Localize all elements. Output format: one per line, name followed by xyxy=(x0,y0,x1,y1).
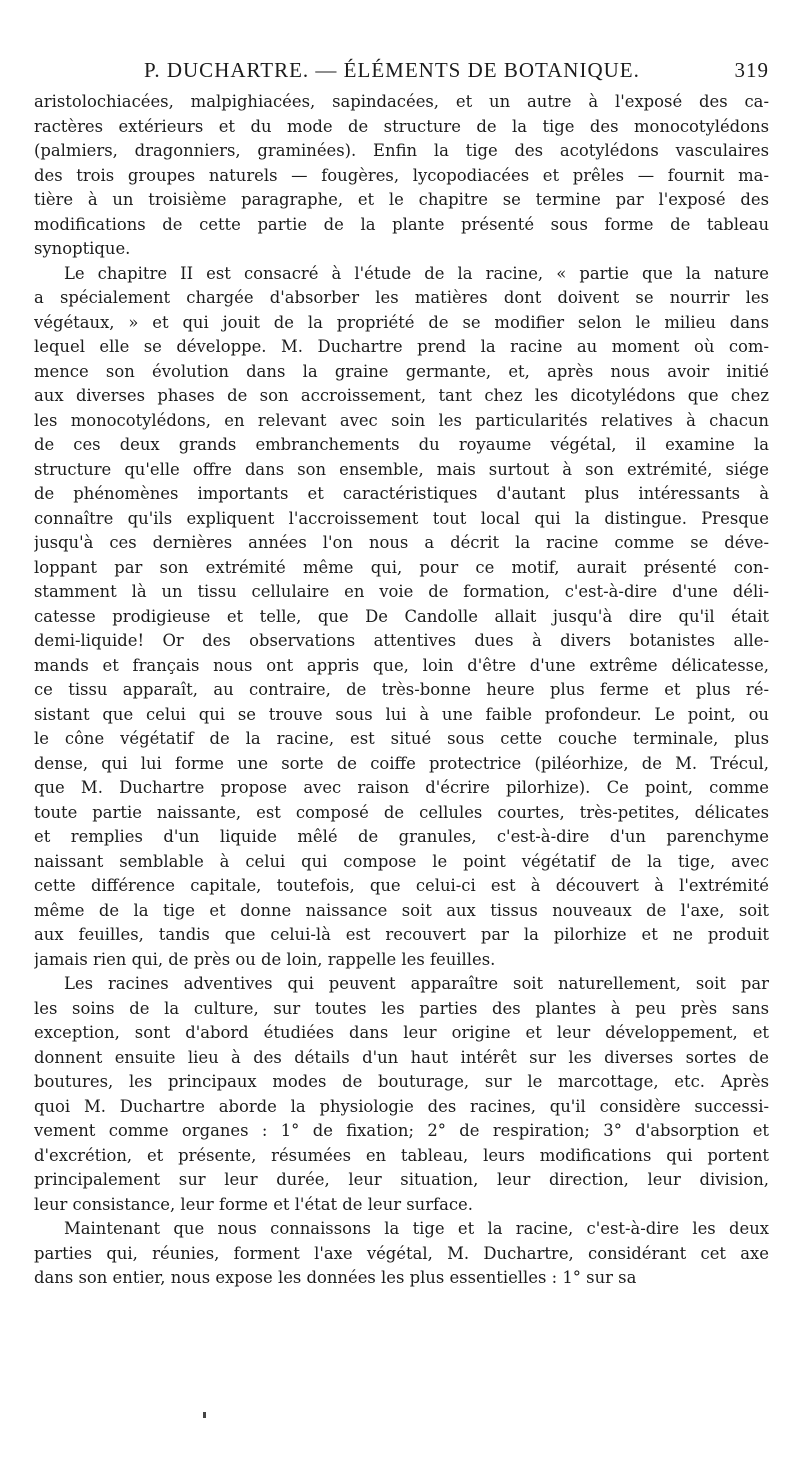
body-text xyxy=(34,90,769,1291)
text-line: boutures, les principaux modes de bouturage, sur le marcottage, etc. Après xyxy=(34,1072,769,1091)
text-line: mence son évolution dans la graine germante, et, après nous avoir initié xyxy=(34,361,769,381)
paragraph xyxy=(34,262,769,973)
running-head xyxy=(34,58,769,90)
text-line: les soins de la culture, sur toutes les parties des plantes à peu près sans xyxy=(34,998,769,1018)
text-line: modifications de cette partie de la plante présenté sous forme de tableau xyxy=(34,214,769,234)
text-line: jamais rien qui, de près ou de loin, rappelle les feuilles. xyxy=(34,949,496,969)
paragraph xyxy=(34,90,769,262)
text-line: le cône végétatif de la racine, est situé sous cette couche terminale, plus xyxy=(34,729,769,748)
text-line: les monocotylédons, en relevant avec soin les particularités relatives à chacun xyxy=(34,410,769,430)
page-number: 319 xyxy=(734,58,769,82)
text-line: ractères extérieurs et du mode de structure de la tige des monocotylédons xyxy=(34,116,769,136)
text-line: mands et français nous ont appris que, loin d'être d'une extrême délicatesse, xyxy=(34,655,769,675)
text-line: sistant que celui qui se trouve sous lui à une faible profondeur. Le point, ou xyxy=(34,704,769,724)
text-line: aux diverses phases de son accroissement, tant chez les dicotylédons que chez xyxy=(34,386,769,405)
text-line: aristolochiacées, malpighiacées, sapindacées, et un autre à l'exposé des ca- xyxy=(34,92,769,111)
text-line: dense, qui lui forme une sorte de coiffe protectrice (piléorhize, de M. Trécul, xyxy=(34,753,769,773)
text-line: jusqu'à ces dernières années l'on nous a décrit la racine comme se déve- xyxy=(34,533,769,552)
text-line: (palmiers, dragonniers, graminées). Enfin la tige des acotylédons vasculaires xyxy=(34,141,769,160)
text-line: que M. Duchartre propose avec raison d'écrire pilorhize). Ce point, comme xyxy=(34,778,769,797)
text-line: structure qu'elle offre dans son ensemble, mais surtout à son extrémité, siége xyxy=(34,459,769,479)
text-line: quoi M. Duchartre aborde la physiologie des racines, qu'il considère successi- xyxy=(34,1096,769,1116)
text-line: a spécialement chargée d'absorber les matières dont doivent se nourrir les xyxy=(34,288,769,307)
text-line: et remplies d'un liquide mêlé de granules, c'est-à-dire d'un parenchyme xyxy=(34,827,769,846)
text-line: Maintenant que nous connaissons la tige et la racine, c'est-à-dire les deux xyxy=(64,1219,769,1238)
text-line: tière à un troisième paragraphe, et le chapitre se termine par l'exposé des xyxy=(34,190,769,209)
text-line: des trois groupes naturels — fougères, lycopodiacées et prêles — fournit ma- xyxy=(34,165,769,185)
text-line: toute partie naissante, est composé de cellules courtes, très-petites, délicates xyxy=(34,802,769,822)
text-line: d'excrétion, et présente, résumées en tableau, leurs modifications qui portent xyxy=(34,1145,769,1165)
text-line: donnent ensuite lieu à des détails d'un haut intérêt sur les diverses sortes de xyxy=(34,1047,769,1067)
text-line: de phénomènes importants et caractéristiques d'autant plus intéressants à xyxy=(34,484,769,503)
text-line: lequel elle se développe. M. Duchartre prend la racine au moment où com- xyxy=(34,337,769,356)
text-line: Les racines adventives qui peuvent apparaître soit naturellement, soit par xyxy=(64,974,769,993)
text-line: dans son entier, nous expose les données les plus essentielles : 1° sur sa xyxy=(34,1268,637,1287)
text-line: cette différence capitale, toutefois, que celui-ci est à découvert à l'extrémité xyxy=(34,876,769,895)
paragraph xyxy=(34,972,769,1217)
text-line: végétaux, » et qui jouit de la propriété de se modifier selon le milieu dans xyxy=(34,312,769,332)
text-line: exception, sont d'abord étudiées dans leur origine et leur développement, et xyxy=(34,1023,769,1042)
text-line: même de la tige et donne naissance soit aux tissus nouveaux de l'axe, soit xyxy=(34,900,769,920)
text-line: parties qui, réunies, forment l'axe végétal, M. Duchartre, considérant cet axe xyxy=(34,1243,769,1263)
text-line: synoptique. xyxy=(34,239,131,258)
text-line: loppant par son extrémité même qui, pour ce motif, aurait présenté con- xyxy=(34,557,769,577)
text-line: demi-liquide! Or des observations attentives dues à divers botanistes alle- xyxy=(34,631,769,650)
text-line: Le chapitre II est consacré à l'étude de la racine, « partie que la nature xyxy=(64,263,769,283)
text-line: connaître qu'ils expliquent l'accroissement tout local qui la distingue. Presque xyxy=(34,508,769,528)
text-line: catesse prodigieuse et telle, que De Candolle allait jusqu'à dire qu'il était xyxy=(34,606,769,626)
text-line: ce tissu apparaît, au contraire, de très-bonne heure plus ferme et plus ré- xyxy=(34,680,769,699)
running-title: P. DUCHARTRE. — ÉLÉMENTS DE BOTANIQUE. xyxy=(144,58,640,82)
text-line: leur consistance, leur forme et l'état de leur surface. xyxy=(34,1194,473,1214)
paragraph xyxy=(34,1217,769,1291)
text-line: naissant semblable à celui qui compose le point végétatif de la tige, avec xyxy=(34,851,769,871)
book-page xyxy=(34,58,769,1291)
text-line: de ces deux grands embranchements du royaume végétal, il examine la xyxy=(34,435,769,454)
text-line: principalement sur leur durée, leur situation, leur direction, leur division, xyxy=(34,1170,769,1189)
text-line: aux feuilles, tandis que celui-là est recouvert par la pilorhize et ne produit xyxy=(34,925,769,944)
text-line: vement comme organes : 1° de fixation; 2° de respiration; 3° d'absorption et xyxy=(34,1121,769,1140)
text-line: stamment là un tissu cellulaire en voie de formation, c'est-à-dire d'une déli- xyxy=(34,582,769,601)
ink-speck xyxy=(203,1412,206,1418)
